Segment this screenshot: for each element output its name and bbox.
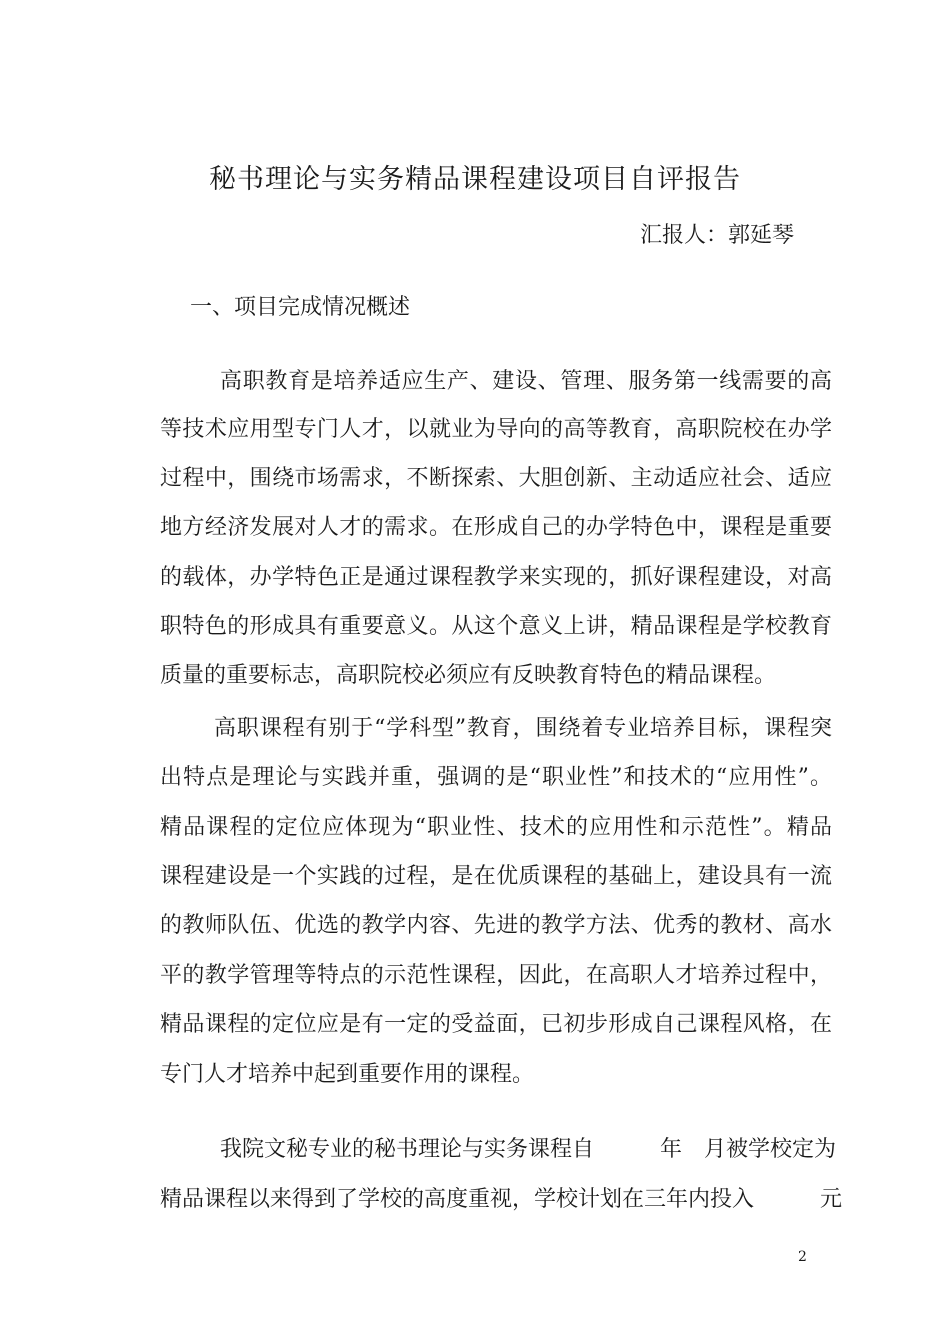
paragraph-line: 精品课程的定位应是有一定的受益面，已初步形成自己课程风格，在 bbox=[160, 1012, 832, 1037]
paragraph-line: 过程中，围绕市场需求，不断探索、大胆创新、主动适应社会、适应 bbox=[160, 466, 832, 491]
paragraph-line: 出特点是理论与实践并重，强调的是“职业性”和技术的“应用性”。 bbox=[160, 765, 832, 790]
paragraph-line: 职特色的形成具有重要意义。从这个意义上讲，精品课程是学校教育 bbox=[160, 614, 832, 639]
paragraph-line: 我院文秘专业的秘书理论与实务课程自 年 月被学校定为 bbox=[220, 1137, 837, 1162]
page-number: 2 bbox=[798, 1249, 807, 1265]
paragraph-line: 专门人才培养中起到重要作用的课程。 bbox=[160, 1062, 535, 1087]
paragraph-line: 精品课程以来得到了学校的高度重视，学校计划在三年内投入 元 bbox=[160, 1187, 843, 1212]
reporter-line: 汇报人：郭延琴 bbox=[640, 223, 795, 248]
section-heading: 一、项目完成情况概述 bbox=[190, 295, 411, 320]
paragraph-line: 的教师队伍、优选的教学内容、先进的教学方法、优秀的教材、高水 bbox=[160, 913, 832, 938]
paragraph-line: 地方经济发展对人才的需求。在形成自己的办学特色中，课程是重要 bbox=[160, 515, 832, 540]
paragraph-line: 高职教育是培养适应生产、建设、管理、服务第一线需要的高 bbox=[220, 369, 832, 394]
paragraph-line: 高职课程有别于“学科型”教育，围绕着专业培养目标，课程突 bbox=[214, 716, 832, 741]
paragraph-line: 质量的重要标志，高职院校必须应有反映教育特色的精品课程。 bbox=[160, 663, 777, 688]
paragraph-line: 精品课程的定位应体现为“职业性、技术的应用性和示范性”。精品 bbox=[160, 815, 832, 840]
paragraph-line: 等技术应用型专门人才，以就业为导向的高等教育，高职院校在办学 bbox=[160, 417, 832, 442]
paragraph-line: 平的教学管理等特点的示范性课程，因此，在高职人才培养过程中， bbox=[160, 963, 832, 988]
document-title: 秘书理论与实务精品课程建设项目自评报告 bbox=[209, 164, 741, 195]
paragraph-line: 课程建设是一个实践的过程，是在优质课程的基础上，建设具有一流 bbox=[160, 864, 832, 889]
paragraph-line: 的载体，办学特色正是通过课程教学来实现的，抓好课程建设，对高 bbox=[160, 565, 832, 590]
